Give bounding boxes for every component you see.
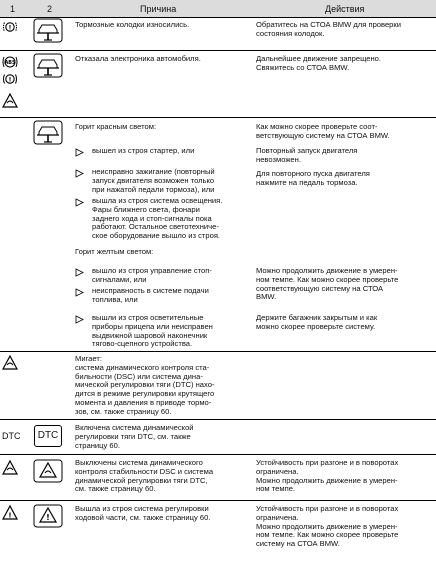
- col2-header: 2: [47, 4, 53, 14]
- r1-cause: Тормозные колодки износились.: [75, 20, 190, 29]
- table-header: [0, 0, 436, 17]
- cause-header: Причина: [140, 4, 177, 14]
- r3-action-red: Как можно скорее проверьте соот- ветствующую систему на СТОА BMW.: [256, 122, 390, 140]
- row-divider: [0, 50, 436, 51]
- r6-cause: Выключены система динамического контроля стабильности DSC и система динамической регулировки тяги DTC, см. также страницу 60.: [75, 458, 214, 494]
- car-service-icon: [33, 18, 63, 43]
- svg-text:!: !: [46, 513, 50, 522]
- bullet-arrow-icon: [75, 148, 84, 157]
- r3-bullet-6: вышли из строя осветительные приборы прицепа или неисправен выдвижной шаровой наконечник тягово-сцепного устройства.: [92, 313, 213, 349]
- dtc-indicator-label: DTC: [2, 431, 21, 441]
- dsc-icon: [2, 355, 18, 371]
- chassis-control-icon: [33, 504, 63, 528]
- r3-cause-red: Горит красным светом:: [75, 122, 157, 131]
- dsc-off-button-icon: [33, 459, 63, 483]
- svg-text:!: !: [8, 24, 12, 32]
- r7-action: Устойчивость при разгоне и в поворотах ограничена. Можно продолжить движение в умерен- ном темпе. Как можно скорее проверьте систему на СТОА BMW.: [256, 504, 399, 549]
- row-divider: [0, 419, 436, 420]
- r5-cause: Включена система динамической регулировки тяги DTC, см. также страницу 60.: [75, 423, 194, 450]
- r3-cause-yellow: Горит желтым светом:: [75, 247, 154, 256]
- suspension-warning-icon: [2, 505, 18, 521]
- dsc-icon: [2, 460, 18, 476]
- brake-warning-icon: [2, 72, 18, 86]
- row-divider: [0, 500, 436, 501]
- dtc-button: [34, 425, 62, 447]
- brake-pad-warning-icon: [2, 20, 18, 34]
- bullet-arrow-icon: [75, 288, 84, 297]
- row-divider: [0, 117, 436, 118]
- dsc-icon: [2, 93, 18, 109]
- svg-text:!: !: [8, 76, 12, 84]
- abs-icon: [2, 55, 18, 69]
- action-header: Действия: [325, 4, 365, 14]
- r3-bullet-2-action: Для повторного пуска двигателя нажмите на педаль тормоза.: [256, 169, 370, 187]
- r2-action: Дальнейшее движение запрещено. Свяжитесь со СТОА BMW.: [256, 54, 382, 72]
- car-service-icon: [33, 120, 63, 145]
- car-service-icon: [33, 53, 63, 78]
- row-divider: [0, 351, 436, 352]
- r2-cause: Отказала электроника автомобиля.: [75, 54, 201, 63]
- bullet-arrow-icon: [75, 268, 84, 277]
- r3-bullet-5: неисправность в системе подачи топлива, или: [92, 286, 209, 304]
- r3-bullet-2: неисправно зажигание (повторный запуск двигателя возможен только при нажатой педали тормоза), или: [92, 167, 215, 194]
- r7-cause: Вышла из строя система регулировки ходовой части, см. также страницу 60.: [75, 504, 211, 522]
- r1-action: Обратитесь на СТОА BMW для проверки состояния колодок.: [256, 20, 401, 38]
- svg-text:ABS: ABS: [4, 61, 16, 66]
- bullet-arrow-icon: [75, 315, 84, 324]
- bullet-arrow-icon: [75, 198, 84, 207]
- r6-action: Устойчивость при разгоне и в поворотах ограничена. Можно продолжить движение в умерен- ном темпе.: [256, 458, 399, 494]
- r3-bullet-4-action: Можно продолжить движение в умерен- ном темпе. Как можно скорее проверьте соответствующую систему на СТОА BMW.: [256, 266, 399, 302]
- r3-bullet-1: вышел из строя стартер, или: [92, 146, 195, 155]
- r3-bullet-3: вышла из строя система освещения. Фары ближнего света, фонари заднего хода и стоп-сигналы пока работают. Остальное светотехниче- ское оборудование вышло из строя.: [92, 196, 223, 241]
- r3-bullet-6-action: Держите багажник закрытым и как можно скорее проверьте систему.: [256, 313, 378, 331]
- row-divider: [0, 454, 436, 455]
- dtc-button-label: DTC: [37, 430, 59, 441]
- r3-bullet-1-action: Повторный запуск двигателя невозможен.: [256, 146, 358, 164]
- r4-cause: Мигает: система динамического контроля ста- бильности (DSC) или система дина- мической регулировки тяги (DTC) нахо- дится в режиме регулировки крутящего момента и давления в приводе тормо- зов, см. также страницу 60.: [75, 354, 215, 416]
- row-divider: [0, 17, 436, 18]
- svg-text:!: !: [8, 511, 12, 520]
- r3-bullet-4: вышло из строя управление стоп- сигналами, или: [92, 266, 212, 284]
- col1-header: 1: [10, 4, 16, 14]
- bullet-arrow-icon: [75, 169, 84, 178]
